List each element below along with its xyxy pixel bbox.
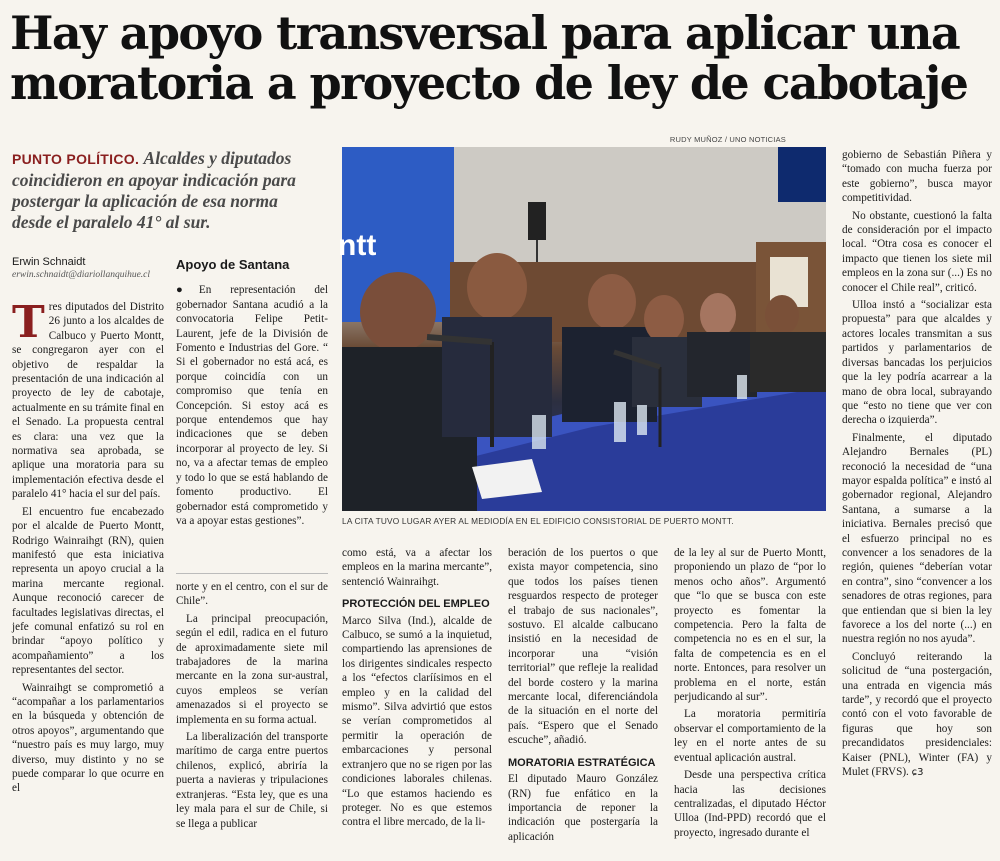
photo-illustration [338, 147, 826, 511]
lead-text: Alcaldes y diputados coincidieron en apoyar indicación para postergar la aplicación de esa norma desde el paralelo 41° al sur. [12, 148, 296, 232]
paragraph: Concluyó reiterando la solicitud de “una postergación, una entrada en vigencia más tarde”, y recordó que el proyecto contó con el voto favorable de figuras que hoy son precandidatos presidenciales: Kaiser (PNL), Winter (FA) y Mulet (FRVS). ɕ3 [842, 650, 992, 779]
paragraph: norte y en el centro, con el sur de Chile”. [176, 581, 328, 608]
paragraph: Wainraihgt se comprometió a “acompañar a los parlamentarios en la búsqueda y obtención de otros apoyos”, argumentando que “nuestro país es muy largo, muy diverso, muy distinto y no se puede comparar lo que ocurre en el [12, 681, 164, 795]
drop-cap: T [12, 297, 45, 348]
article-column-3 [342, 546, 492, 833]
byline [12, 256, 172, 280]
paragraph: Marco Silva (Ind.), alcalde de Calbuco, se sumó a la inquietud, compartiendo las aprensiones de los dirigentes sindicales respecto a los “efectos claríísimos en el empleo y en la calidad del mismo”. Silva advirtió que estos se verían comprometidos al permitir la operación de embarcaciones y personal extranjero que no se rigen por las condiciones laborales chilenas. “Lo que estamos haciendo es proteger. No es que estemos contra el libre mercado, de la li- [342, 614, 492, 829]
headline: Hay apoyo transversal para aplicar una moratoria a proyecto de ley de cabotaje [10, 6, 968, 110]
sidebar-paragraph: ●En representación del gobernador Santana acudió a la convocatoria Felipe Petit-Laurent, jefe de la División de Fomento e Industrias del Gore. “ Si el gobernador no está acá, es porque coincidía con un compromiso que tenía en Concepción. Si estoy acá es porque entendemos que hay indicaciones que se deben incorporar al proyecto de ley. Si no, va a afectar temas de empleo y todo lo que se está hablando de fomento productivo. El gobernador está comprometido y va a apoyar estas gestiones”. [176, 284, 328, 527]
article-column-2 [176, 580, 328, 834]
paragraph: La principal preocupación, según el edil, radica en el futuro de aproximadamente siete mil trabajadores de la marina mercante en la zona sur-austral, cuyos empleos se verían amenazados si el proyecto se implementa en su forma actual. [176, 612, 328, 726]
section-tag: PUNTO POLÍTICO. [12, 151, 140, 167]
end-mark-icon: ɕ3 [911, 767, 924, 779]
paragraph: No obstante, cuestionó la falta de consideración por el impacto local. “Otra cosa es conocer el impacto que tienen los siete mil empleos en la zona sur (...) Es no conocer el Chile real”, criticó. [842, 209, 992, 294]
sidebar-box [176, 258, 328, 531]
author-name: Erwin Schnaidt [12, 256, 86, 268]
paragraph: El encuentro fue encabezado por el alcalde de Puerto Montt, Rodrigo Wainraihgt (RN), quien manifestó que esta iniciativa representa un apoyo crucial a la marina mercante regional. Aunque reconoció carecer de facultades legislativas directas, el jefe comunal enfatizó su rol en brindar “apoyo político y acompañamiento” a los representantes del sector. [12, 505, 164, 677]
sidebar-divider [176, 573, 328, 574]
paragraph: Tres diputados del Distrito 26 junto a los alcaldes de Calbuco y Puerto Montt, se congregaron ayer con el objetivo de respaldar la presentación de una indicación al proyecto de ley de cabotaje, actualmente en su trámite final en el Senado. La propuesta central es clara: una vez que la normativa sea aprobada, se aplique una moratoria para su implementación efectiva desde el paralelo 41° hacia el sur del país. [12, 297, 164, 501]
paragraph: Ulloa instó a “socializar esta propuesta” para que alcaldes y actores locales transmitan a sus partidos y parlamentarios de diversas bancadas los perjuicios que la ley podría acarrear a la mano de obra local, subrayando que “esto no tiene que ver con derecha o izquierda”. [842, 299, 992, 427]
article-column-4 [508, 546, 658, 847]
paragraph: La moratoria permitiría observar el comportamiento de la ley en el norte antes de su eventual aplicación austral. [674, 708, 826, 764]
paragraph: Finalmente, el diputado Alejandro Bernales (PL) reconoció la necesidad de “una mayor espalda política” e instó al gobernador regional, Alejandro Santana, a sumarse a la iniciativa. Bernales precisó que el esfuerzo principal no es convencer a los senadores de la región, quienes “deberían votar en contra”, sino “convencer a los senadores de otras regiones, para que entiendan que si bien la ley favorece a los del norte (...) en nuestra región no nos ayuda”. [842, 431, 992, 646]
paragraph: beración de los puertos o que exista mayor competencia, sino que todos los países tienen resguardos respecto de proteger el trabajo de sus nacionales”, sostuvo. El alcalde calbucano insistió en la necesidad de incorporar una “visión territorial” que refleje la realidad del borde costero y la marina mercante local, diferenciándola de la situación en el norte del país. “Espero que el Senado escuche”, añadió. [508, 547, 658, 747]
paragraph: El diputado Mauro González (RN) fue enfático en la importancia de reponer la indicación que postergaría la aplicación [508, 773, 658, 843]
author-email[interactable]: erwin.schnaidt@diariollanquihue.cl [12, 270, 151, 280]
paragraph: Desde una perspectiva crítica hacia las decisiones centralizadas, el diputado Héctor Ulloa (Ind-PPD) recordó que el proyecto, ingresado durante el [674, 769, 826, 839]
paragraph: gobierno de Sebastián Piñera y “tomado con mucha fuerza por este gobierno”, busca mayor competitividad. [842, 149, 992, 205]
article-column-5 [674, 546, 826, 843]
paragraph: como está, va a afectar los empleos en la marina mercante”, sentenció Wainraihgt. [342, 547, 492, 588]
screen-text: ntt [338, 229, 377, 262]
subheading: PROTECCIÓN DEL EMPLEO [342, 598, 490, 611]
photo-credit: RUDY MUÑOZ / UNO NOTICIAS [669, 135, 786, 144]
press-conference-photo [338, 147, 826, 511]
lead-summary [12, 148, 312, 233]
article-column-1 [12, 297, 164, 799]
paragraph: de la ley al sur de Puerto Montt, proponiendo un plazo de “por lo menos ocho años”. Argumentó que “lo que se busca con este proyecto es fomentar la competencia. Pero la falta de competencia no es en el sur, la falta de competencia es en el norte. Entonces, para resolver un problema en el norte, están perjudicando al sur”. [674, 547, 826, 704]
photo-caption: LA CITA TUVO LUGAR AYER AL MEDIODÍA EN EL EDIFICIO CONSISTORIAL DE PUERTO MONTT. [342, 516, 734, 526]
paragraph: La liberalización del transporte marítimo de carga entre puertos chilenos, explicó, abriría la puerta a navieras y tripulaciones extranjeras. “Esta ley, que es una ley mala para el sur de Chile, si se llega a publicar [176, 731, 328, 830]
article-column-6 [842, 148, 992, 783]
subheading: MORATORIA ESTRATÉGICA [508, 756, 656, 769]
sidebar-title: Apoyo de Santana [176, 257, 290, 272]
